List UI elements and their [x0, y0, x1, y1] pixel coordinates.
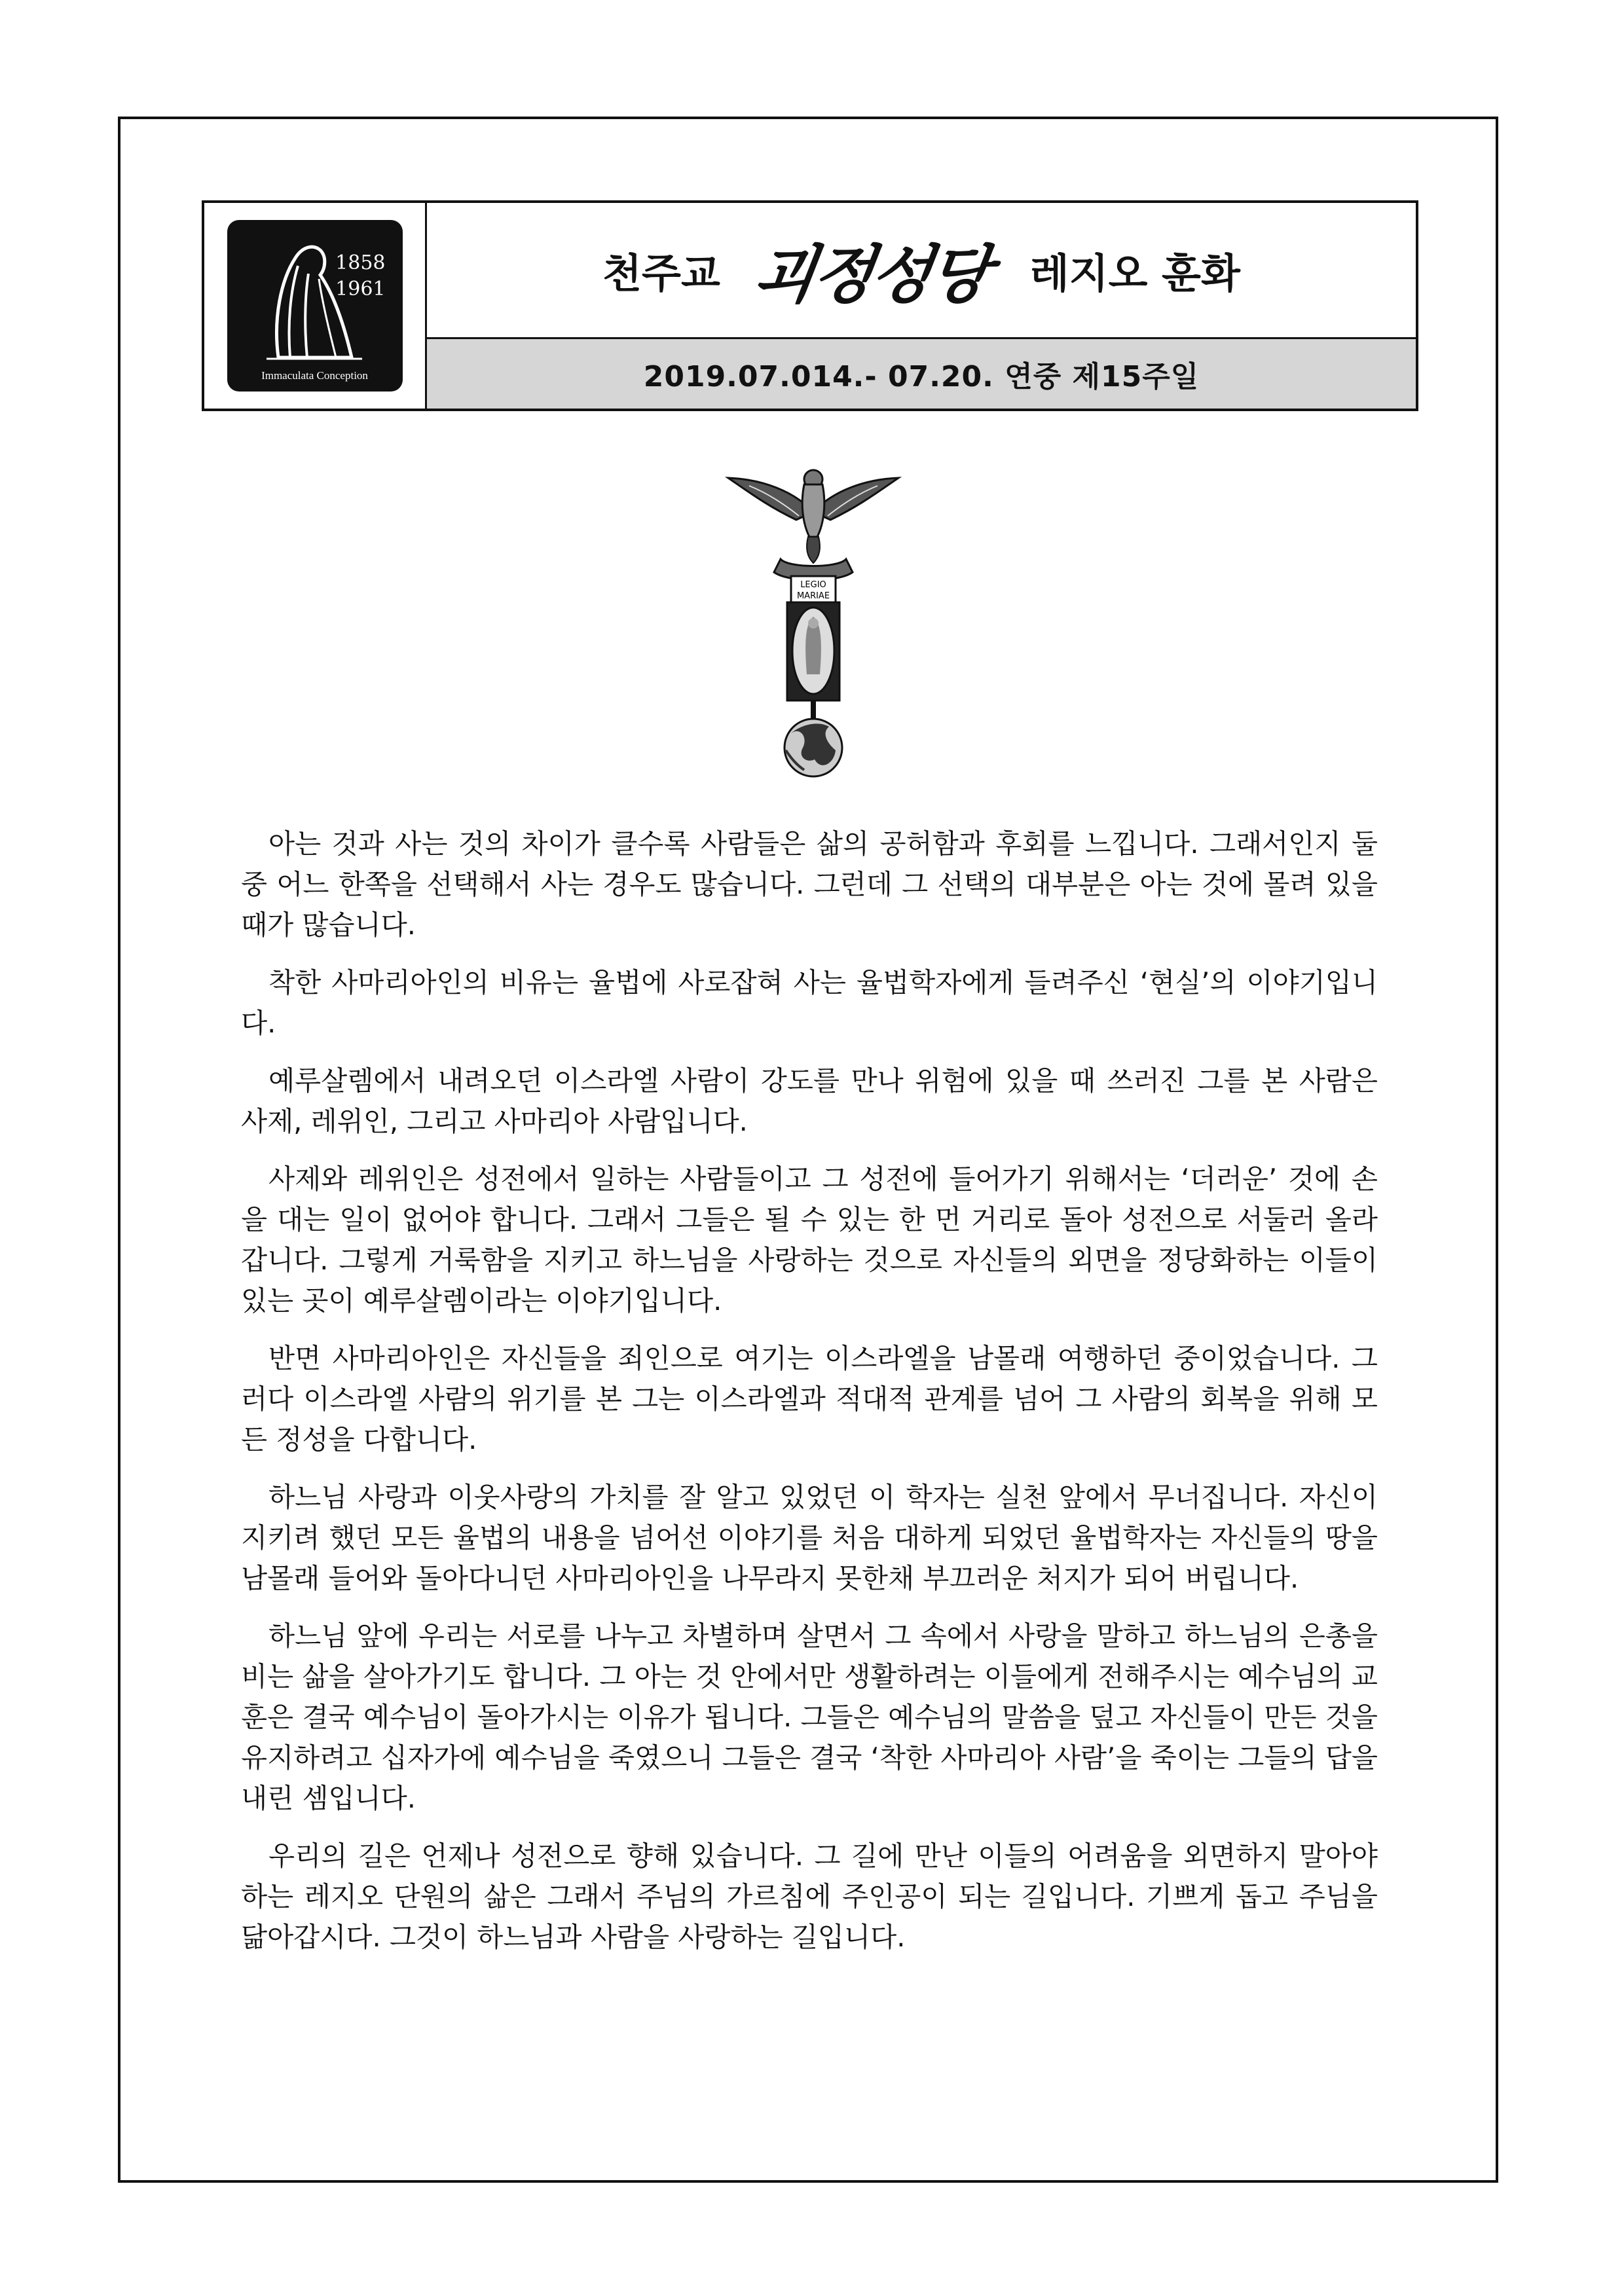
vexillum-motto-line1: LEGIO — [800, 580, 826, 590]
madonna-silhouette-icon — [227, 220, 403, 392]
title-prefix: 천주교 — [602, 249, 720, 297]
paragraph: 아는 것과 사는 것의 차이가 클수록 사람들은 삶의 공허함과 후회를 느낍니다. 그래서인지 둘 중 어느 한쪽을 선택해서 사는 경우도 많습니다. 그런데 그 선택의 대부분은 아는 것에 몰려 있을 때가 많습니다. — [241, 828, 1378, 941]
date-line: 2019.07.014.- 07.20. 연중 제15주일 — [643, 360, 1200, 393]
paragraph: 반면 사마리아인은 자신들을 죄인으로 여기는 이스라엘을 남몰래 여행하던 중이었습니다. 그러다 이스라엘 사람의 위기를 본 그는 이스라엘과 적대적 관계를 넘어 그 사람의 회복을 위해 모든 정성을 다합니다. — [241, 1342, 1378, 1455]
paragraph: 사제와 레위인은 성전에서 일하는 사람들이고 그 성전에 들어가기 위해서는 ‘더러운’ 것에 손을 대는 일이 없어야 합니다. 그래서 그들은 될 수 있는 한 먼 거리로 돌아 성전으로 서둘러 올라갑니다. 그렇게 거룩함을 지키고 하느님을 사랑하는 것으로 자신들의 외면을 정당화하는 이들이 있는 곳이 예루살렘이라는 이야기입니다. — [241, 1163, 1378, 1317]
header-title-area — [427, 203, 1416, 409]
legio-mariae-vexillum-icon — [723, 452, 904, 779]
homily-text — [241, 824, 1378, 1975]
paragraph: 예루살렘에서 내려오던 이스라엘 사람이 강도를 만나 위험에 있을 때 쓰러진 그를 본 사람은 사제, 레위인, 그리고 사마리아 사람입니다. — [241, 1065, 1378, 1137]
parish-logo — [227, 220, 403, 392]
title-suffix: 레지오 훈화 — [1029, 249, 1240, 297]
logo-year-start: 1858 — [335, 251, 386, 274]
logo-caption: Immaculata Conception — [261, 369, 368, 382]
logo-year-end: 1961 — [335, 278, 386, 301]
title-row — [427, 203, 1416, 337]
paragraph: 우리의 길은 언제나 성전으로 향해 있습니다. 그 길에 만난 이들의 어려움을 외면하지 말아야 하는 레지오 단원의 삶은 그래서 주님의 가르침에 주인공이 되는 길입니다. 기쁘게 돕고 주님을 닮아갑시다. 그것이 하느님과 사람을 사랑하는 길입니다. — [241, 1840, 1378, 1953]
bulletin-header — [202, 200, 1418, 411]
header-logo-cell — [204, 203, 427, 409]
paragraph: 하느님 앞에 우리는 서로를 나누고 차별하며 살면서 그 속에서 사랑을 말하고 하느님의 은총을 비는 삶을 살아가기도 합니다. 그 아는 것 안에서만 생활하려는 이들에게 전해주시는 예수님의 교훈은 결국 예수님이 돌아가시는 이유가 됩니다. 그들은 예수님의 말씀을 덮고 자신들이 만든 것을 유지하려고 십자가에 예수님을 죽였으니 그들은 결국 ‘착한 사마리아 사람’을 죽이는 그들의 답을 내린 셈입니다. — [241, 1620, 1378, 1814]
logo-years — [335, 250, 385, 302]
parish-name: 괴정성당 — [749, 238, 993, 312]
paragraph: 착한 사마리아인의 비유는 율법에 사로잡혀 사는 율법학자에게 들려주신 ‘현실’의 이야기입니다. — [241, 966, 1378, 1039]
vexillum-motto-line2: MARIAE — [796, 591, 830, 601]
paragraph: 하느님 사랑과 이웃사랑의 가치를 잘 알고 있었던 이 학자는 실천 앞에서 무너집니다. 자신이 지키려 했던 모든 율법의 내용을 넘어선 이야기를 처음 대하게 되었던 율법학자는 자신들의 땅을 남몰래 들어와 돌아다니던 사마리아인을 나무라지 못한채 부끄러운 처지가 되어 버립니다. — [241, 1481, 1378, 1594]
date-banner — [427, 337, 1416, 409]
